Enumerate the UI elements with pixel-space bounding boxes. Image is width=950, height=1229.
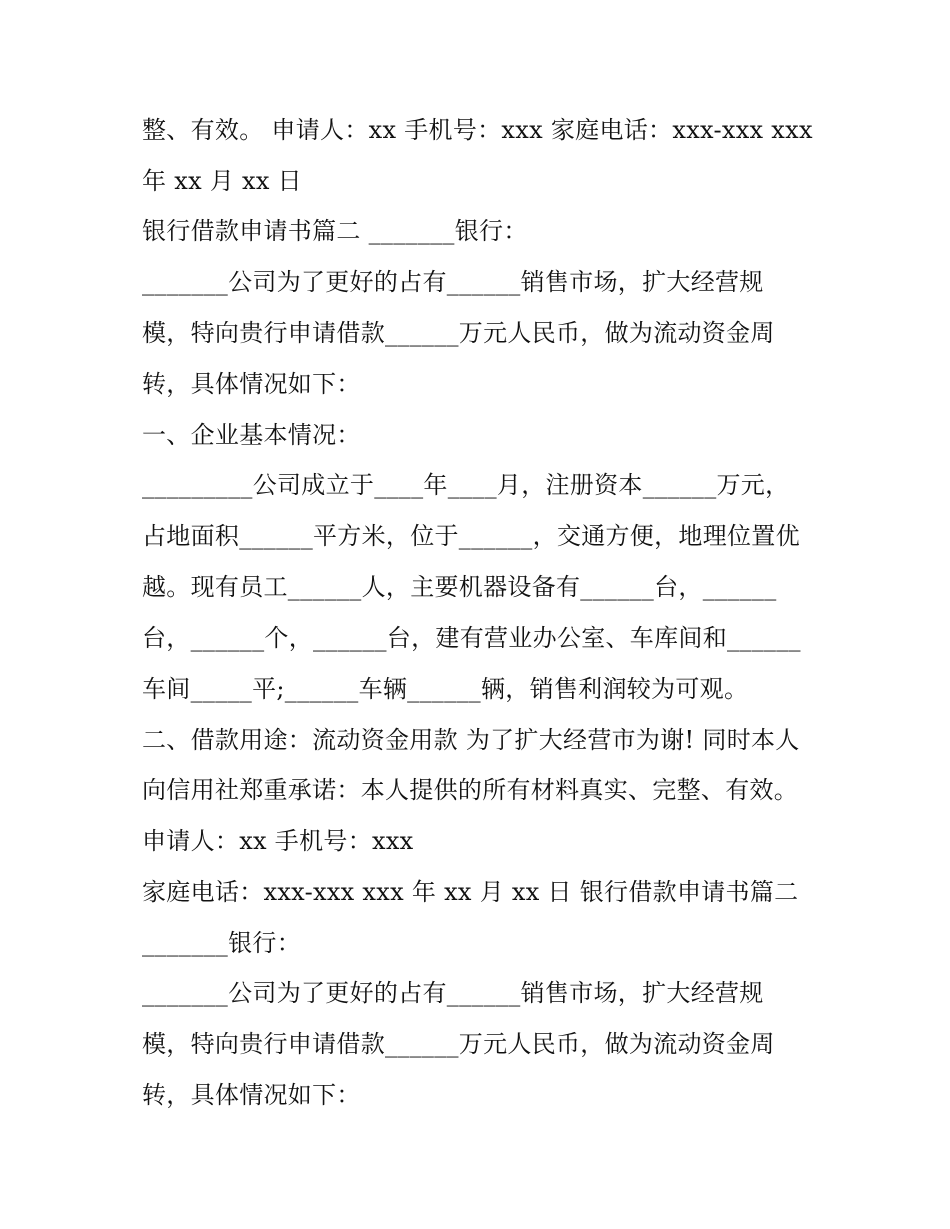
text-line-14: 向信用社郑重承诺：本人提供的所有材料真实、完整、有效。 — [142, 776, 799, 804]
text-line-6: 转，具体情况如下： — [142, 370, 361, 398]
text-line-15: 申请人：xx 手机号：xxx — [142, 827, 414, 855]
text-line-2: 年 xx 月 xx 日 — [142, 167, 302, 195]
text-line-7: 一、企业基本情况： — [142, 421, 361, 449]
text-line-4: _______公司为了更好的占有______销售市场，扩大经营规 — [142, 268, 764, 296]
text-line-13: 二、借款用途：流动资金用款 为了扩大经营市为谢! 同时本人 — [142, 726, 800, 754]
text-line-1: 整、有效。 申请人：xx 手机号：xxx 家庭电话：xxx-xxx xxx — [142, 116, 813, 144]
text-line-8: _________公司成立于____年____月，注册资本______万元， — [142, 471, 790, 499]
text-line-12: 车间_____平;______车辆______辆，销售利润较为可观。 — [142, 675, 749, 703]
text-line-16: 家庭电话：xxx-xxx xxx 年 xx 月 xx 日 银行借款申请书篇二 — [142, 878, 799, 906]
text-line-10: 越。现有员工______人，主要机器设备有______台，______ — [142, 573, 777, 601]
text-line-20: 转，具体情况如下： — [142, 1081, 361, 1109]
text-line-18: _______公司为了更好的占有______销售市场，扩大经营规 — [142, 979, 764, 1007]
text-line-11: 台，______个，______台，建有营业办公室、车库间和______ — [142, 624, 801, 652]
text-line-19: 模，特向贵行申请借款______万元人民币，做为流动资金周 — [142, 1030, 775, 1058]
text-line-3: 银行借款申请书篇二 _______银行： — [142, 217, 528, 245]
text-line-9: 占地面积______平方米，位于______，交通方便，地理位置优 — [142, 522, 800, 550]
text-line-5: 模，特向贵行申请借款______万元人民币，做为流动资金周 — [142, 319, 775, 347]
text-line-17: _______银行： — [142, 929, 301, 957]
